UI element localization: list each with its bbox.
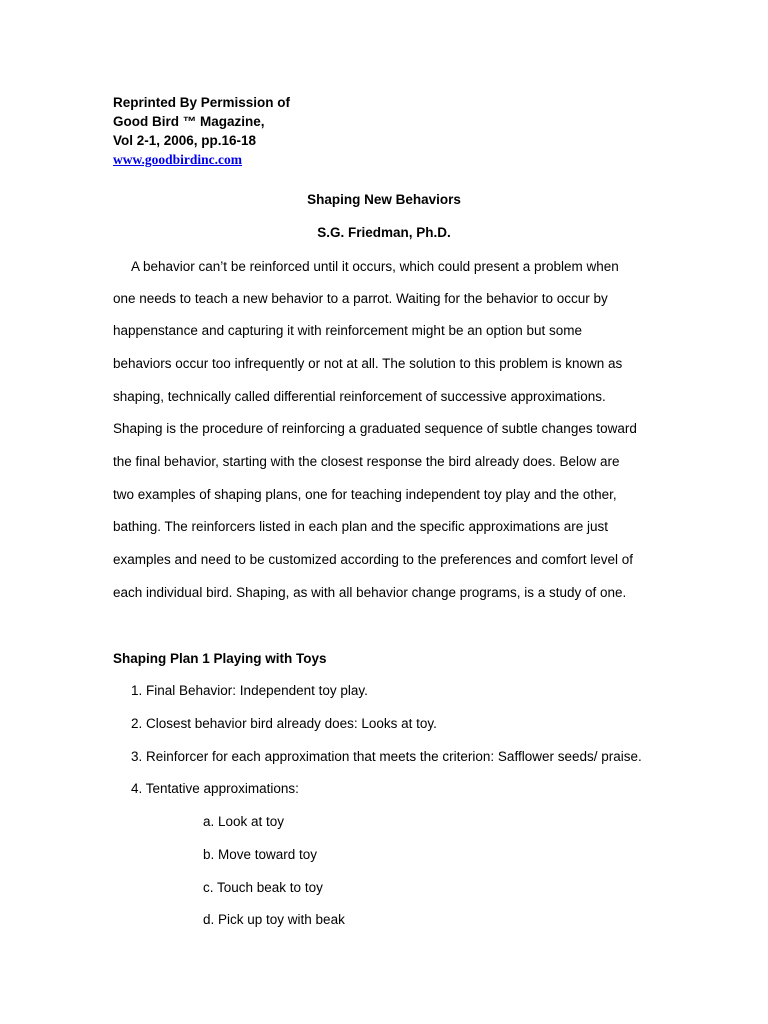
paragraph-line: the final behavior, starting with the closest response the bird already does. Below are xyxy=(113,454,620,469)
paragraph-line: bathing. The reinforcers listed in each plan and the specific approximations are just xyxy=(113,519,609,534)
paragraph-line: one needs to teach a new behavior to a parrot. Waiting for the behavior to occur by xyxy=(113,291,608,306)
paragraph-line: behaviors occur too infrequently or not at all. The solution to this problem is known as xyxy=(113,356,623,371)
sub-list-item: b. Move toward toy xyxy=(203,847,318,862)
document-title: Shaping New Behaviors xyxy=(307,192,461,207)
paragraph-line: two examples of shaping plans, one for teaching independent toy play and the other, xyxy=(113,487,617,502)
website-link[interactable]: www.goodbirdinc.com xyxy=(113,152,243,167)
list-item: 1. Final Behavior: Independent toy play. xyxy=(131,683,368,698)
paragraph-line: each individual bird. Shaping, as with all behavior change programs, is a study of one. xyxy=(113,585,627,600)
list-item: 4. Tentative approximations: xyxy=(131,781,299,796)
paragraph-line: happenstance and capturing it with reinforcement might be an option but some xyxy=(113,323,583,338)
sub-list-item: d. Pick up toy with beak xyxy=(203,912,345,927)
reprint-line: Reprinted By Permission of xyxy=(113,95,291,110)
paragraph-line: shaping, technically called differential reinforcement of successive approximations. xyxy=(113,389,606,404)
reprint-header xyxy=(113,93,290,169)
list-item: 3. Reinforcer for each approximation that meets the criterion: Safflower seeds/ praise. xyxy=(131,749,642,764)
section-heading: Shaping Plan 1 Playing with Toys xyxy=(113,651,327,666)
paragraph-line: A behavior can’t be reinforced until it occurs, which could present a problem when xyxy=(131,259,619,274)
document-author: S.G. Friedman, Ph.D. xyxy=(317,225,451,240)
list-item: 2. Closest behavior bird already does: Looks at toy. xyxy=(131,716,437,731)
sub-list-item: a. Look at toy xyxy=(203,814,285,829)
magazine-line: Good Bird ™ Magazine, xyxy=(113,114,265,129)
paragraph-line: Shaping is the procedure of reinforcing a graduated sequence of subtle changes toward xyxy=(113,421,637,436)
paragraph-line: examples and need to be customized according to the preferences and comfort level of xyxy=(113,552,634,567)
volume-line: Vol 2-1, 2006, pp.16-18 xyxy=(113,133,257,148)
sub-list-item: c. Touch beak to toy xyxy=(203,880,323,895)
